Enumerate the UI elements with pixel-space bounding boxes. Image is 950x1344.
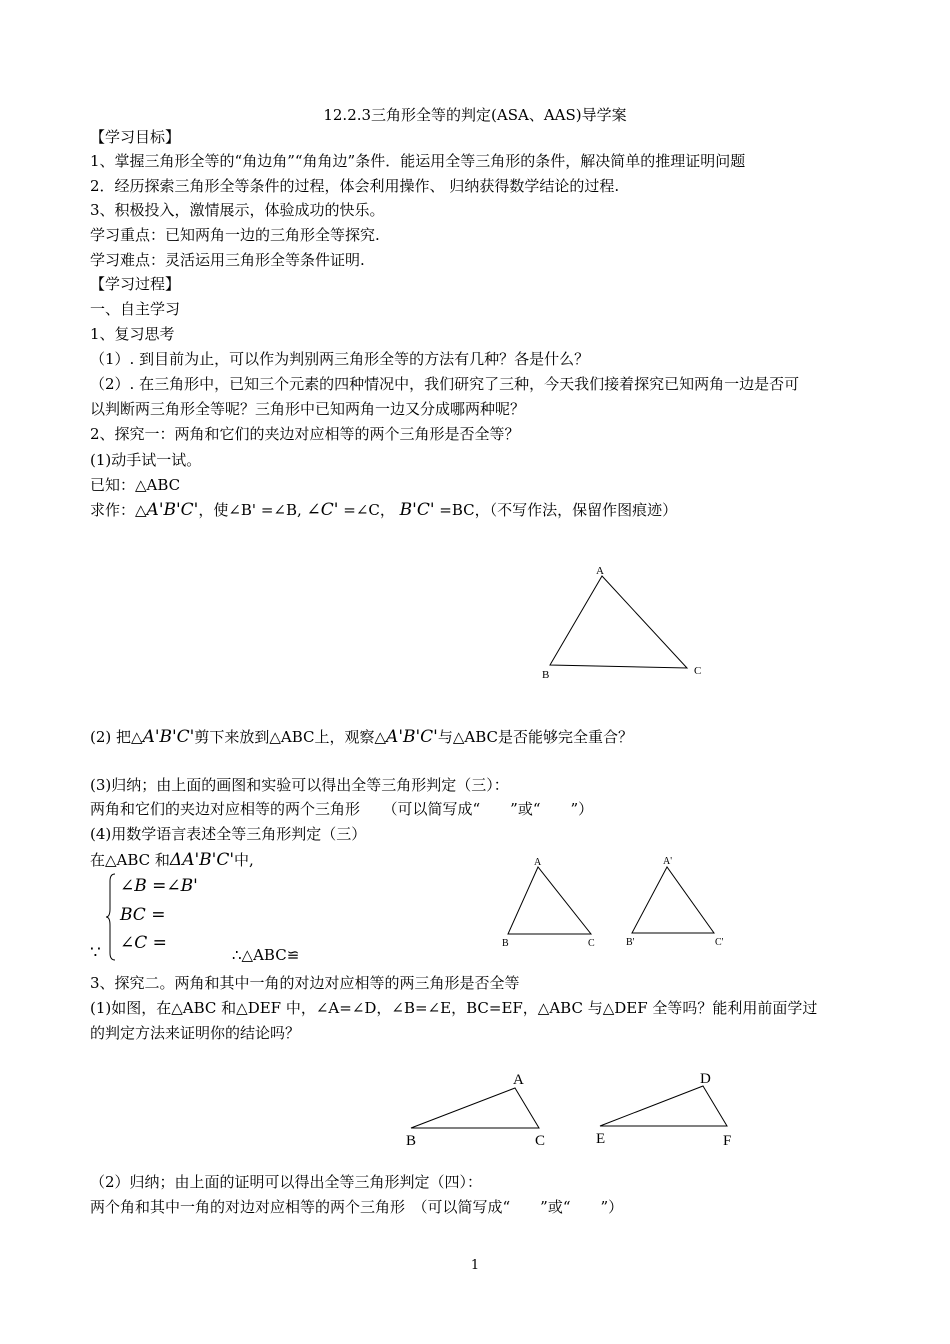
construct-cond1: ，使∠B' =∠B, [198,501,302,519]
label-e: E [596,1131,606,1147]
construct-line [90,500,677,520]
construct-angle-c: ∠C' [306,500,339,520]
review-heading: 1、复习思考 [90,325,175,343]
construct-prefix: 求作：△ [90,501,147,519]
given: 已知：△ABC [90,476,181,494]
induce-3: (3)归纳；由上面的画图和实验可以得出全等三角形判定（三）： [90,776,509,794]
condition-1: ∠B =∠B' [120,876,198,896]
induce-4: （2）归纳；由上面的证明可以得出全等三角形判定（四）： [90,1173,483,1191]
goal-item-2: 2．经历探索三角形全等条件的过程，体会利用操作、 归纳获得数学结论的过程. [90,177,620,195]
explore-2-line-1: (1)如图，在△ABC 和△DEF 中，∠A=∠D，∠B=∠E，BC=EF，△ABC 与△DEF 全等吗？能利用前面学过 [90,999,818,1017]
in-triangle-prefix: 在△ABC 和 [90,851,170,869]
key-point: 学习重点：已知两角一边的三角形全等探究. [90,226,380,244]
therefore-line: ∴△ABC≌ [232,946,300,964]
label-c: C [588,938,595,949]
process-heading: 【学习过程】 [90,275,181,293]
label-a-prime: A' [663,856,673,867]
cut-triangle-2: A'B'C' [386,727,438,747]
cut-line [90,727,633,747]
figure-two-triangles [495,850,765,960]
cut-mid: 剪下来放到△ABC上，观察△ [194,728,387,746]
label-b: B [406,1133,417,1149]
question-1: （1）. 到目前为止，可以作为判别两三角形全等的方法有几种？各是什么？ [90,350,590,368]
goals-heading: 【学习目标】 [90,128,181,146]
label-a: A [513,1072,524,1088]
condition-3: ∠C = [120,933,167,953]
condition-2: BC = [120,905,166,925]
explore-2-line-2: 的判定方法来证明你的结论吗？ [90,1024,301,1042]
cut-triangle: A'B'C' [142,727,195,747]
figure-abc-def [400,1065,750,1155]
page-title: 12.2.3三角形全等的判定(ASA、AAS)导学案 [323,106,627,124]
math-language: (4)用数学语言表述全等三角形判定（三） [90,825,367,843]
because-symbol: ∵ [90,943,101,963]
label-b: B [542,669,550,681]
construct-triangle: A'B'C' [146,500,199,520]
question-2-line-2: 以判断两三角形全等呢？三角形中已知两角一边又分成哪两种呢？ [90,400,526,418]
page-number: 1 [470,1258,480,1273]
explore-1-heading: 2、探究一：两角和它们的夹边对应相等的两个三角形是否全等？ [90,425,520,443]
in-triangle-symbol: ΔA'B'C' [169,850,234,870]
construct-cond3: =BC，（不写作法，保留作图痕迹） [434,501,678,519]
rule-3: 两角和它们的夹边对应相等的两个三角形 （可以简写成“ ”或“ ”） [90,800,594,818]
label-b-prime: B' [626,937,635,948]
explore-2-heading: 3、探究二。两角和其中一角的对边对应相等的两三角形是否全等 [90,974,520,992]
label-c: C [694,665,702,677]
cut-suffix: 与△ABC是否能够完全重合？ [437,728,633,746]
section-self-study: 一、自主学习 [90,300,181,318]
question-2-line-1: （2）. 在三角形中，已知三个元素的四种情况中，我们研究了三种，今天我们接着探究已知两角一边是否可 [90,375,800,393]
goal-item-3: 3、积极投入，激情展示，体验成功的快乐。 [90,201,385,219]
try-it: (1)动手试一试。 [90,451,202,469]
label-b: B [502,938,509,949]
label-a: A [534,857,542,868]
label-d: D [700,1071,711,1087]
label-a: A [596,565,604,577]
in-triangle-end: 中, [234,851,254,869]
label-c-prime: C' [715,937,724,948]
brace-icon [106,873,116,961]
cut-prefix: (2) 把△ [90,728,143,746]
difficulty: 学习难点：灵活运用三角形全等条件证明. [90,251,365,269]
label-f: F [723,1133,732,1149]
label-c: C [535,1133,546,1149]
figure-triangle-abc [520,560,720,690]
in-triangle-line [90,850,254,870]
construct-cond2: =∠C， [338,501,395,519]
goal-item-1: 1、掌握三角形全等的“角边角”“角角边”条件．能运用全等三角形的条件，解决简单的推理证明问题 [90,152,746,170]
rule-4: 两个角和其中一角的对边对应相等的两个三角形 （可以简写成“ ”或“ ”） [90,1198,624,1216]
construct-segment: B'C' [399,500,435,520]
